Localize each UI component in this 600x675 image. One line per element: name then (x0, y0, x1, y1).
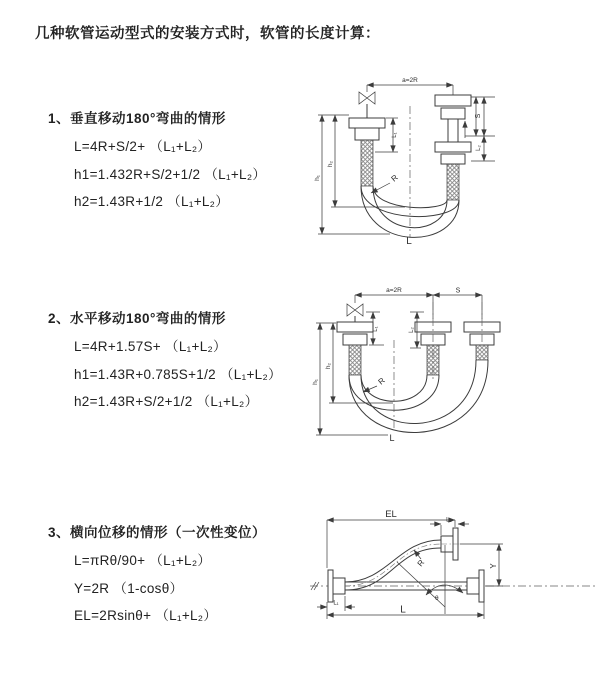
dim-label-l2: L₂ (409, 327, 415, 333)
right-flange (467, 570, 484, 602)
angle-label: θ (435, 595, 439, 602)
diagram-lateral-displacement (300, 505, 600, 635)
dim-label-l1: L₁ (373, 326, 379, 332)
formula-l: L=4R+1.57S+ （L₁+L₂） (74, 339, 227, 354)
section-1-heading: 1、垂直移动180°弯曲的情形 (48, 111, 226, 126)
section-3 (48, 525, 266, 630)
section-1 (48, 111, 266, 216)
dim-label-y: Y (489, 563, 498, 569)
dimension-s (433, 288, 482, 296)
radius-callout (363, 376, 387, 392)
dim-label-l2: L₂ (476, 145, 482, 151)
dim-label-h1: h₁ (312, 379, 319, 385)
radius-label: R (389, 172, 400, 184)
dim-label-l1: L₁ (392, 132, 398, 138)
valve-icon (359, 92, 375, 118)
dimension-l2 (476, 136, 484, 161)
formula-y: Y=2R （1-cosθ） (74, 580, 184, 596)
left-pipe-flange (337, 322, 373, 345)
page-title: 几种软管运动型式的安装方式时，软管的长度计算： (35, 26, 380, 42)
length-label: L (406, 236, 412, 247)
left-pipe-flange (349, 118, 385, 140)
radius-callout (371, 173, 400, 193)
formula-l: L=4R+S/2+ （L₁+L₂） (74, 139, 212, 154)
right-braided-hose (447, 164, 459, 200)
right-pipe-flanges (435, 95, 471, 164)
radius-callout (414, 550, 426, 568)
dimension-el (327, 509, 455, 568)
dim-label-l1: L₁ (333, 600, 339, 607)
length-label: L (389, 433, 395, 443)
dim-label-l: L (400, 604, 406, 616)
dim-label-a2r: a=2R (402, 77, 418, 84)
formula-l: L=πRθ/90+ （L₁+L₂） (74, 553, 212, 568)
dim-label-a2r: a=2R (386, 287, 402, 294)
formula-h2: h2=1.43R+1/2 （L₁+L₂） (74, 194, 230, 209)
dim-label-h1: h₁ (314, 175, 321, 181)
dim-label-el: EL (385, 509, 397, 520)
section-2-heading: 2、水平移动180°弯曲的情形 (48, 311, 226, 326)
dim-label-s: S (455, 287, 461, 295)
section-3-heading: 3、横向位移的情形（一次性变位） (48, 525, 267, 540)
formula-el: EL=2Rsinθ+ （L₁+L₂） (74, 608, 218, 623)
diagram-vertical-180 (308, 66, 600, 256)
left-flange (328, 570, 345, 602)
valve-icon (347, 304, 363, 322)
radius-label: R (415, 558, 427, 569)
formula-h2: h2=1.43R+S/2+1/2 （L₁+L₂） (74, 394, 259, 409)
dim-label-l2: L₂ (446, 517, 452, 524)
dimension-a2r (367, 77, 453, 95)
dim-label-s: S (475, 113, 482, 119)
left-braided-hose (361, 140, 373, 186)
dimension-l (327, 602, 484, 619)
hose-u-bends (349, 360, 488, 432)
dimension-a2r (355, 287, 482, 319)
dim-label-h2: h₂ (325, 362, 332, 370)
dimension-l1 (317, 596, 355, 611)
dim-label-h2: h₂ (327, 160, 334, 168)
formula-h1: h1=1.43R+0.785S+1/2 （L₁+L₂） (74, 366, 282, 382)
section-2 (48, 311, 282, 416)
diagram-horizontal-180 (308, 282, 600, 460)
formula-h1: h1=1.432R+S/2+1/2 （L₁+L₂） (74, 166, 267, 182)
radius-label: R (376, 375, 387, 387)
braided-hoses (349, 345, 488, 375)
